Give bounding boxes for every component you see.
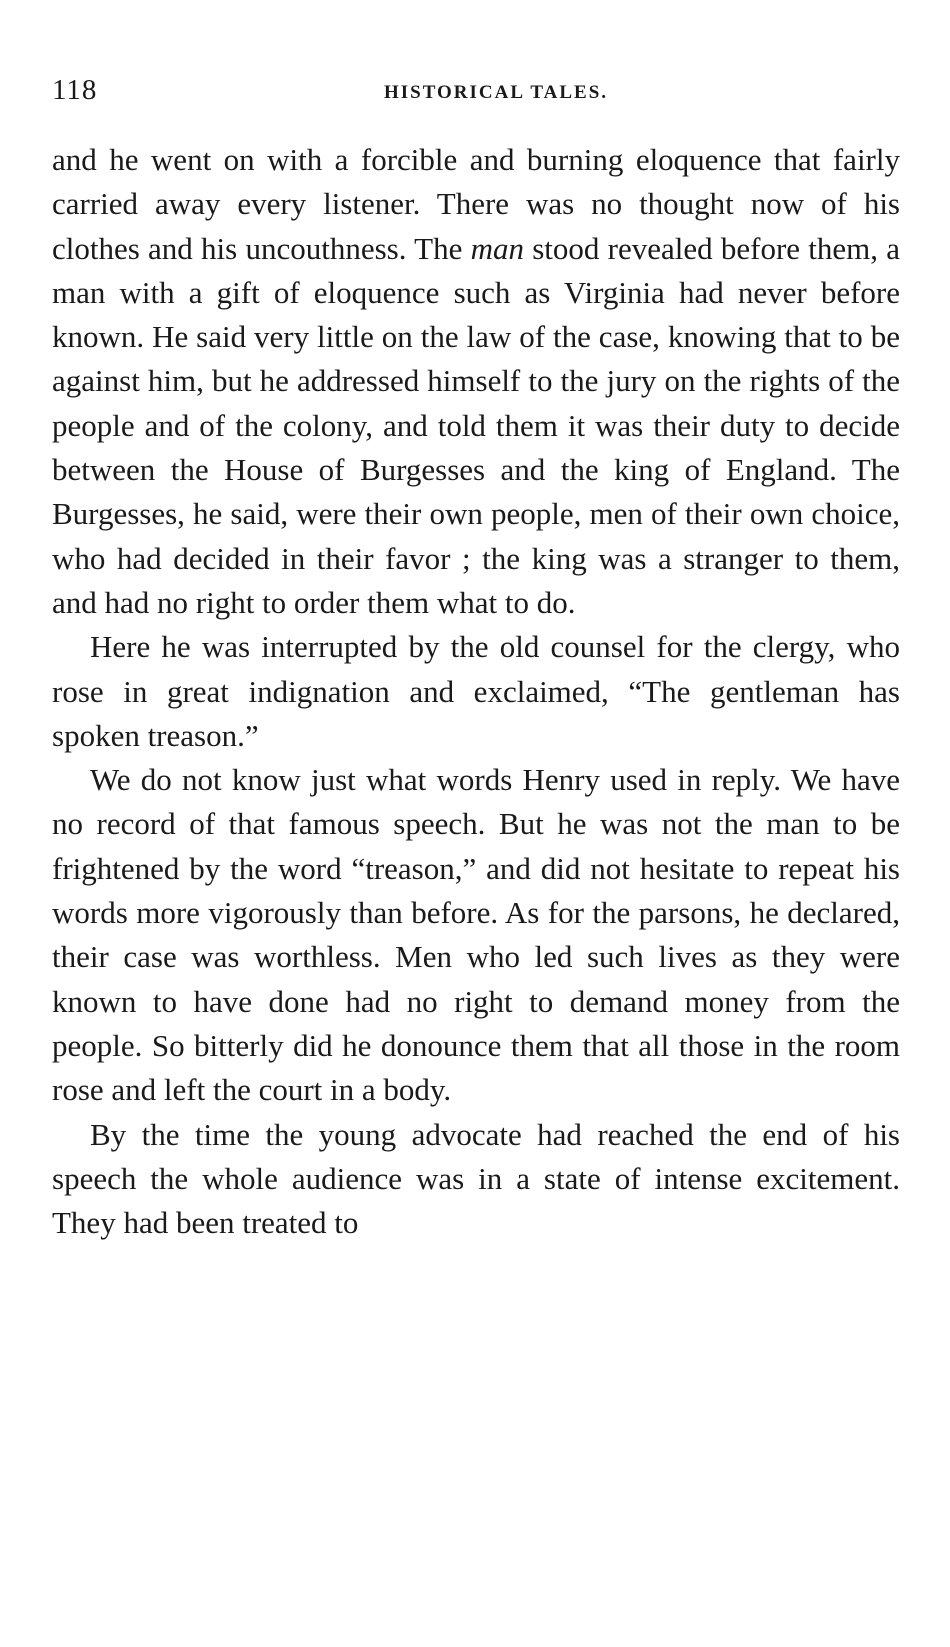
page-body xyxy=(52,138,900,1245)
page-number: 118 xyxy=(52,74,98,106)
book-page xyxy=(52,60,900,1245)
emphasized-word: man xyxy=(470,230,524,266)
paragraph-3: We do not know just what words Henry used in reply. We have no record of that famous speech. But he was not the man to be frightened by the word “treason,” and did not hesitate to repeat his words more vigorously than before. As for the parsons, he declared, their case was worthless. Men who led such lives as they were known to have done had no right to demand money from the people. So bitterly did he donounce them that all those in the room rose and left the court in a body. xyxy=(52,762,900,1108)
paragraph-1-text-end: stood revealed before them, a man with a gift of eloquence such as Virginia had never before known. He said very little on the law of the case, knowing that to be against him, but he addressed himself to the jury on the rights of the people and of the colony, and told them it was their duty to decide between the House of Burgesses and the king of England. The Burgesses, he said, were their own people, men of their own choice, who had decided in their favor ; the king was a stranger to them, and had no right to order them what to do. xyxy=(52,230,900,620)
paragraph-4: By the time the young advocate had reached the end of his speech the whole audience was in a state of intense excitement. They had been treated to xyxy=(52,1116,900,1241)
paragraph-1 xyxy=(52,138,900,625)
paragraph-2: Here he was interrupted by the old counsel for the clergy, who rose in great indignation and exclaimed, “The gentleman has spoken treason.” xyxy=(52,629,900,753)
page-header xyxy=(52,60,900,116)
paragraph-1-text-start: and he went on with a forcible and burning eloquence that fairly carried away every listener. There was no thought now of his clothes and his uncouthness. The xyxy=(52,142,900,266)
running-title: HISTORICAL TALES. xyxy=(383,82,609,103)
